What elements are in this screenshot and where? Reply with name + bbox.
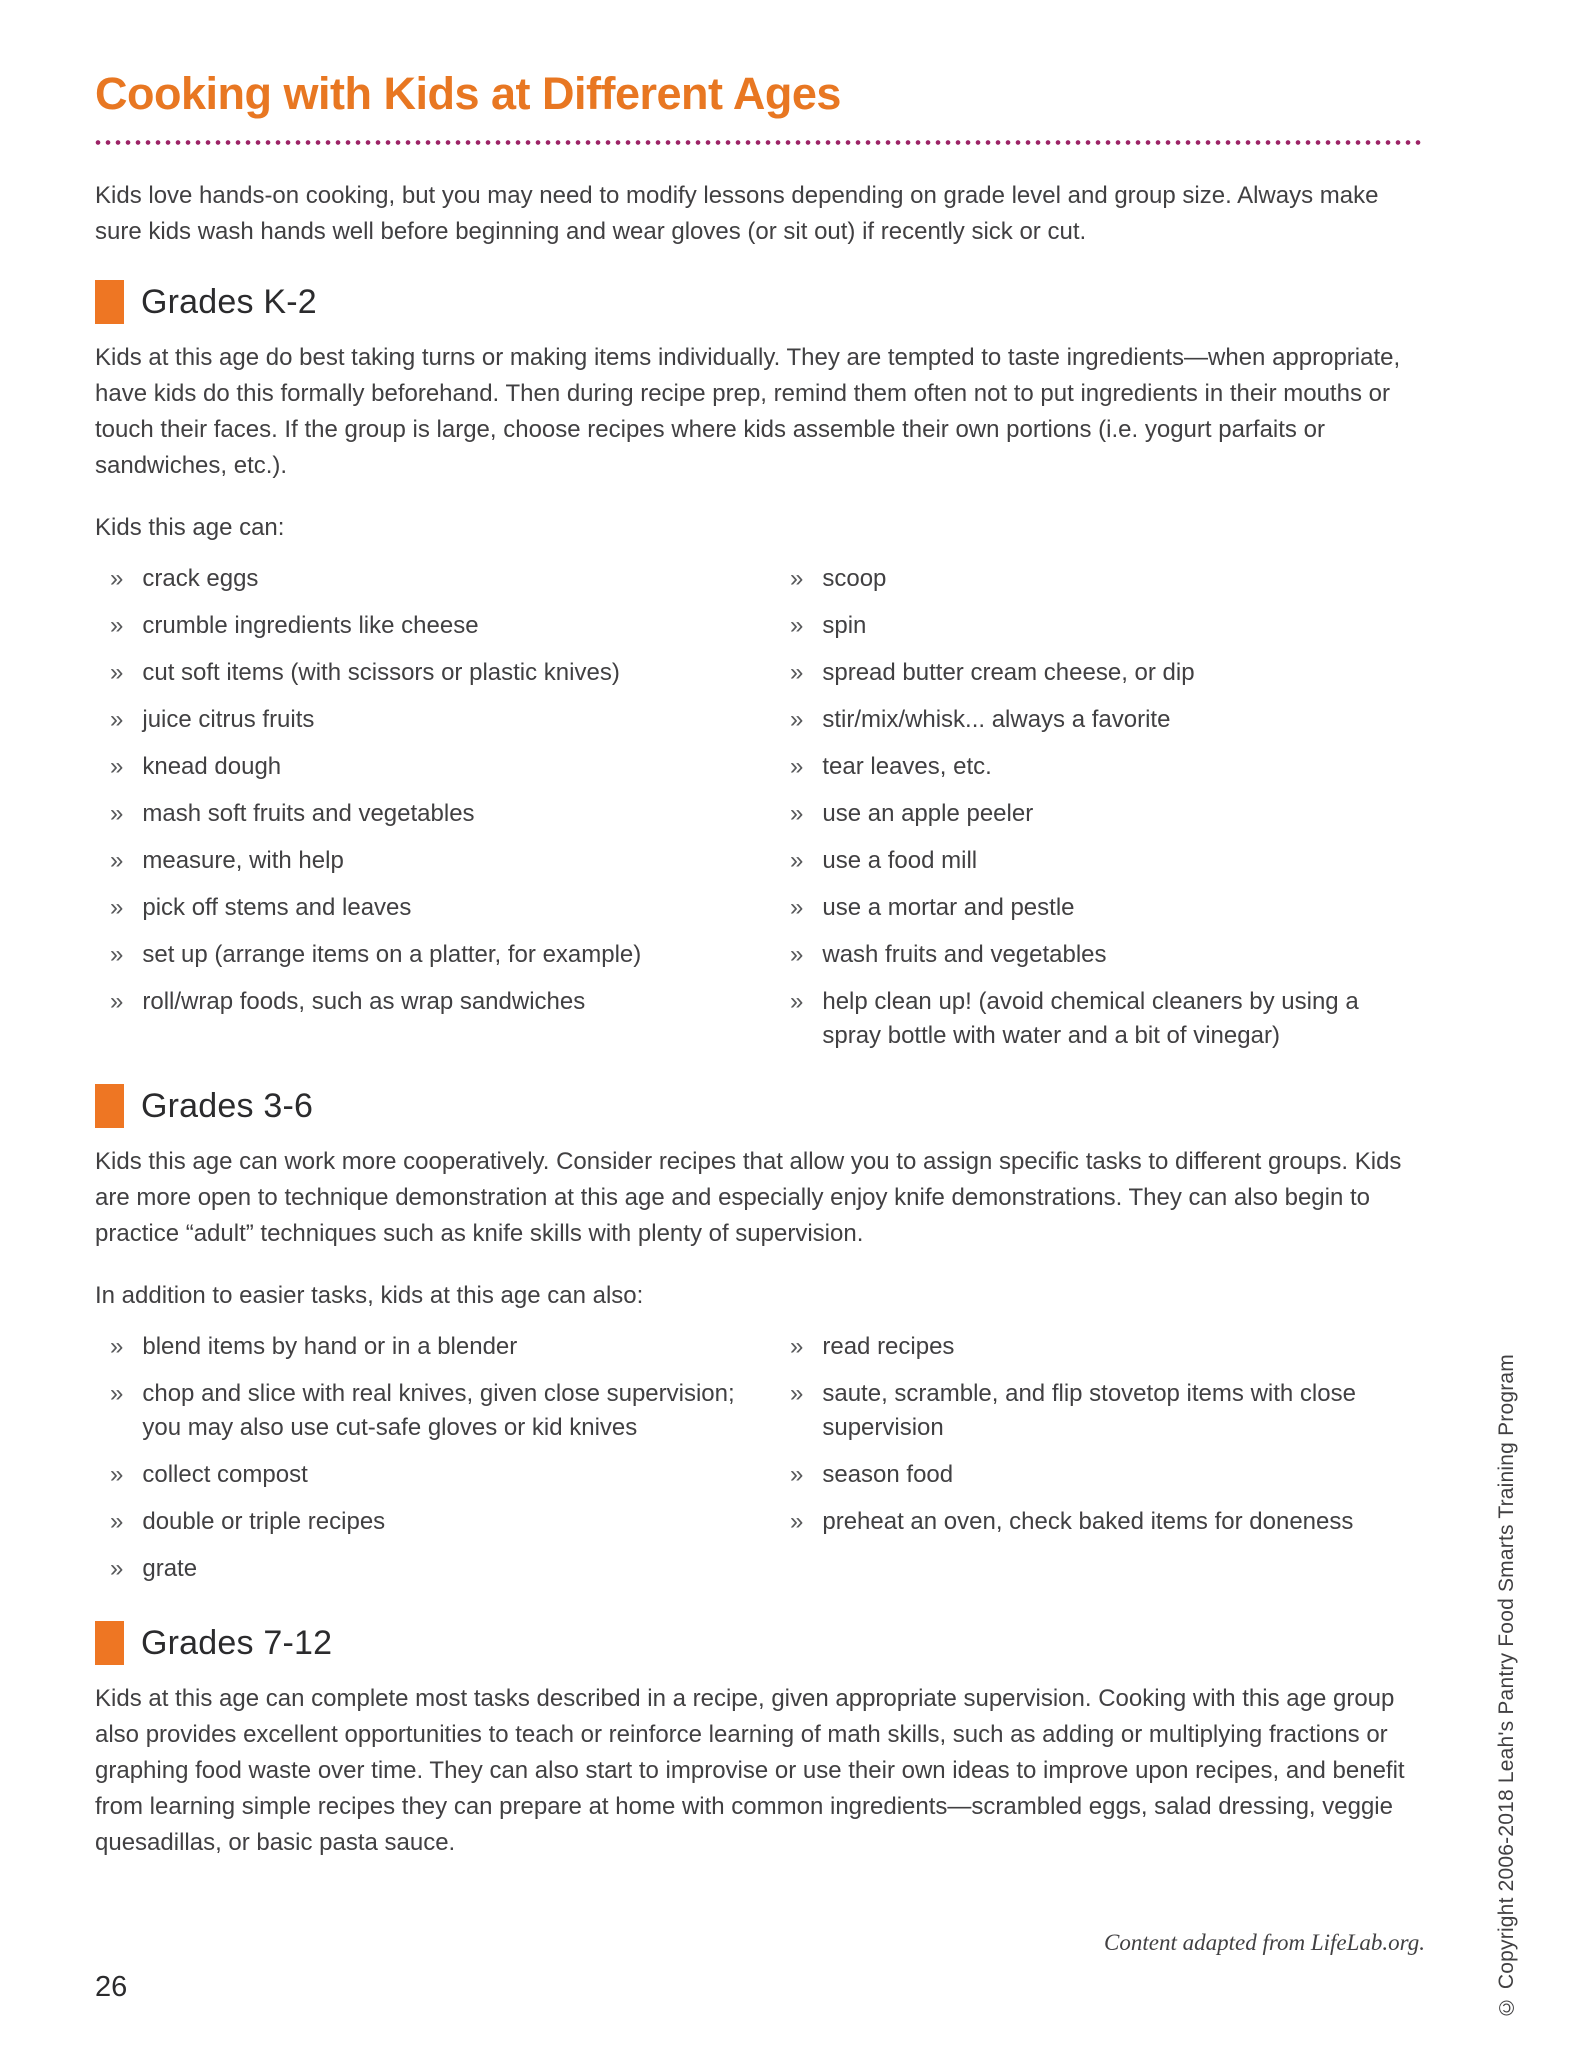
chevron-bullet-icon: »: [110, 1380, 124, 1408]
list-item: » season food: [775, 1458, 1425, 1492]
list-item: » preheat an oven, check baked items for doneness: [775, 1505, 1425, 1539]
page-number: 26: [95, 1971, 128, 2003]
list-item: » grate: [95, 1552, 775, 1586]
list-item: » crack eggs: [95, 562, 775, 596]
list-item: » collect compost: [95, 1458, 775, 1492]
chevron-bullet-icon: »: [110, 988, 124, 1016]
chevron-bullet-icon: »: [110, 1461, 124, 1489]
chevron-bullet-icon: »: [110, 659, 124, 687]
list-column-left: [95, 562, 775, 1066]
list-item: » juice citrus fruits: [95, 703, 775, 737]
dotted-divider: [95, 139, 1425, 146]
section-body-grades-3-6: Kids this age can work more cooperatively. Consider recipes that allow you to assign specific tasks to different groups. Kids are more open to technique demonstration at this age and especially enjoy knife demonstrations. They can also begin to practice “adult” techniques such as knife skills with plenty of supervision.: [95, 1148, 1402, 1248]
chevron-bullet-icon: »: [790, 847, 804, 875]
chevron-bullet-icon: »: [110, 612, 124, 640]
list-item: » set up (arrange items on a platter, for example): [95, 938, 775, 972]
bullet-list: [775, 1330, 1425, 1539]
list-item: » chop and slice with real knives, given close supervision; you may also use cut-safe gloves or kid knives: [95, 1377, 775, 1445]
section-title: Grades 3-6: [141, 1087, 314, 1126]
chevron-bullet-icon: »: [110, 1333, 124, 1361]
list-item: » roll/wrap foods, such as wrap sandwiches: [95, 985, 775, 1019]
orange-square-marker: [95, 1621, 124, 1665]
list-intro-grades-3-6: In addition to easier tasks, kids at this age can also:: [95, 1282, 644, 1310]
two-column-list-grades-3-6: [95, 1330, 1425, 1599]
list-item: » measure, with help: [95, 844, 775, 878]
list-column-left: [95, 1330, 775, 1599]
list-item: » saute, scramble, and flip stovetop items with close supervision: [775, 1377, 1425, 1445]
chevron-bullet-icon: »: [790, 1333, 804, 1361]
section-header-grades-7-12: [95, 1621, 1425, 1665]
list-item: » spread butter cream cheese, or dip: [775, 656, 1425, 690]
section-body-grades-7-12: Kids at this age can complete most tasks described in a recipe, given appropriate supervision. Cooking with this age group also provides excellent opportunities to teach or reinforce learning of math skills, such as adding or multiplying fractions or graphing food waste over time. They can also start to improvise or use their own ideas to improve upon recipes, and benefit from learning simple recipes they can prepare at home with common ingredients—scrambled eggs, salad dressing, veggie quesadillas, or basic pasta sauce.: [95, 1685, 1405, 1857]
bullet-list: [95, 562, 775, 1019]
chevron-bullet-icon: »: [790, 612, 804, 640]
page-title: Cooking with Kids at Different Ages: [95, 68, 841, 119]
chevron-bullet-icon: »: [110, 565, 124, 593]
two-column-list-grades-k2: [95, 562, 1425, 1066]
list-item: » stir/mix/whisk... always a favorite: [775, 703, 1425, 737]
list-item: » knead dough: [95, 750, 775, 784]
chevron-bullet-icon: »: [790, 894, 804, 922]
list-item: » scoop: [775, 562, 1425, 596]
section-title: Grades K-2: [141, 283, 317, 322]
list-item: » use a food mill: [775, 844, 1425, 878]
list-item: » use a mortar and pestle: [775, 891, 1425, 925]
list-column-right: [775, 1330, 1425, 1599]
chevron-bullet-icon: »: [790, 1380, 804, 1408]
section-title: Grades 7-12: [141, 1624, 333, 1663]
bullet-list: [775, 562, 1425, 1053]
chevron-bullet-icon: »: [790, 988, 804, 1016]
chevron-bullet-icon: »: [790, 659, 804, 687]
chevron-bullet-icon: »: [110, 894, 124, 922]
list-item: » tear leaves, etc.: [775, 750, 1425, 784]
list-item: » double or triple recipes: [95, 1505, 775, 1539]
footer-attribution: Content adapted from LifeLab.org.: [1104, 1930, 1425, 1955]
chevron-bullet-icon: »: [790, 565, 804, 593]
list-item: » spin: [775, 609, 1425, 643]
section-body-grades-k2: Kids at this age do best taking turns or making items individually. They are tempted to taste ingredients—when appropriate, have kids do this formally beforehand. Then during recipe prep, remind them often not to put ingredients in their mouths or touch their faces. If the group is large, choose recipes where kids assemble their own portions (i.e. yogurt parfaits or sandwiches, etc.).: [95, 344, 1401, 480]
chevron-bullet-icon: »: [110, 800, 124, 828]
list-column-right: [775, 562, 1425, 1066]
list-item: » crumble ingredients like cheese: [95, 609, 775, 643]
list-item: » wash fruits and vegetables: [775, 938, 1425, 972]
list-item: » cut soft items (with scissors or plastic knives): [95, 656, 775, 690]
orange-square-marker: [95, 1084, 124, 1128]
chevron-bullet-icon: »: [790, 800, 804, 828]
vertical-copyright-text: © Copyright 2006-2018 Leah's Pantry Food Smarts Training Program: [1495, 1353, 1518, 2018]
bullet-list: [95, 1330, 775, 1586]
intro-paragraph: Kids love hands-on cooking, but you may need to modify lessons depending on grade level and group size. Always make sure kids wash hands well before beginning and wear gloves (or sit out) if recently sick or cut.: [95, 182, 1379, 246]
document-page: [95, 70, 1425, 1873]
chevron-bullet-icon: »: [110, 941, 124, 969]
section-header-grades-k2: [95, 280, 1425, 324]
chevron-bullet-icon: »: [110, 706, 124, 734]
chevron-bullet-icon: »: [790, 706, 804, 734]
chevron-bullet-icon: »: [790, 1461, 804, 1489]
list-intro-grades-k2: Kids this age can:: [95, 514, 285, 542]
chevron-bullet-icon: »: [110, 753, 124, 781]
section-header-grades-3-6: [95, 1084, 1425, 1128]
chevron-bullet-icon: »: [110, 1508, 124, 1536]
chevron-bullet-icon: »: [790, 1508, 804, 1536]
orange-square-marker: [95, 280, 124, 324]
list-item: » pick off stems and leaves: [95, 891, 775, 925]
list-item: » blend items by hand or in a blender: [95, 1330, 775, 1364]
chevron-bullet-icon: »: [110, 847, 124, 875]
chevron-bullet-icon: »: [110, 1555, 124, 1583]
list-item: » help clean up! (avoid chemical cleaners by using a spray bottle with water and a bit of vinegar): [775, 985, 1425, 1053]
chevron-bullet-icon: »: [790, 941, 804, 969]
chevron-bullet-icon: »: [790, 753, 804, 781]
list-item: » mash soft fruits and vegetables: [95, 797, 775, 831]
list-item: » use an apple peeler: [775, 797, 1425, 831]
list-item: » read recipes: [775, 1330, 1425, 1364]
